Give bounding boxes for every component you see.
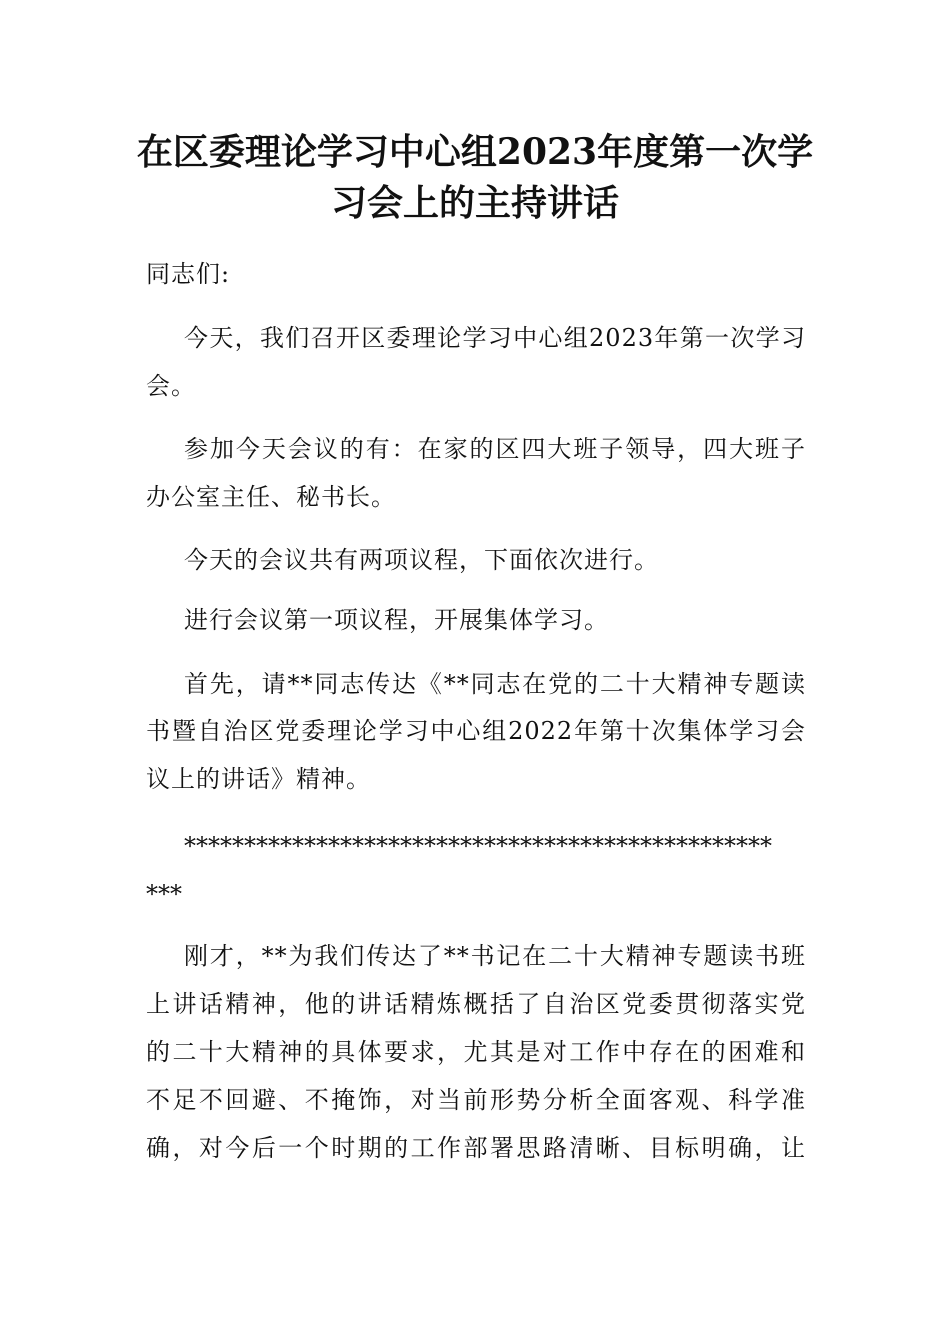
paragraph-line: 刚才，**为我们传达了**书记在二十大精神专题读书班	[184, 942, 806, 970]
paragraph-line: 议上的讲话》精神。	[146, 765, 371, 793]
paragraph-line: 办公室主任、秘书长。	[146, 483, 396, 511]
paragraph-line: 今天的会议共有两项议程，下面依次进行。	[184, 546, 659, 574]
redacted-separator-line: ***	[146, 880, 182, 908]
paragraph-line: 上讲话精神，他的讲话精炼概括了自治区党委贯彻落实党	[146, 990, 806, 1018]
paragraph-line: 首先，请**同志传达《**同志在党的二十大精神专题读	[184, 670, 806, 698]
paragraph-line: 参加今天会议的有：在家的区四大班子领导，四大班子	[184, 435, 806, 463]
paragraph-line: 会。	[146, 372, 196, 400]
paragraph-line: 不足不回避、不掩饰，对当前形势分析全面客观、科学准	[146, 1086, 806, 1114]
paragraph-line: 进行会议第一项议程，开展集体学习。	[184, 606, 609, 634]
redacted-separator-line: *************************************************	[184, 832, 772, 860]
document-title-line-2: 习会上的主持讲话	[330, 182, 619, 224]
paragraph-line: 今天，我们召开区委理论学习中心组2023年第一次学习	[184, 324, 806, 352]
salutation: 同志们:	[146, 260, 231, 288]
paragraph-line: 确，对今后一个时期的工作部署思路清晰、目标明确，让	[146, 1134, 806, 1162]
document-title-line-1: 在区委理论学习中心组2023年度第一次学	[136, 131, 814, 173]
paragraph-line: 书暨自治区党委理论学习中心组2022年第十次集体学习会	[146, 717, 806, 745]
paragraph-line: 的二十大精神的具体要求，尤其是对工作中存在的困难和	[146, 1038, 806, 1066]
